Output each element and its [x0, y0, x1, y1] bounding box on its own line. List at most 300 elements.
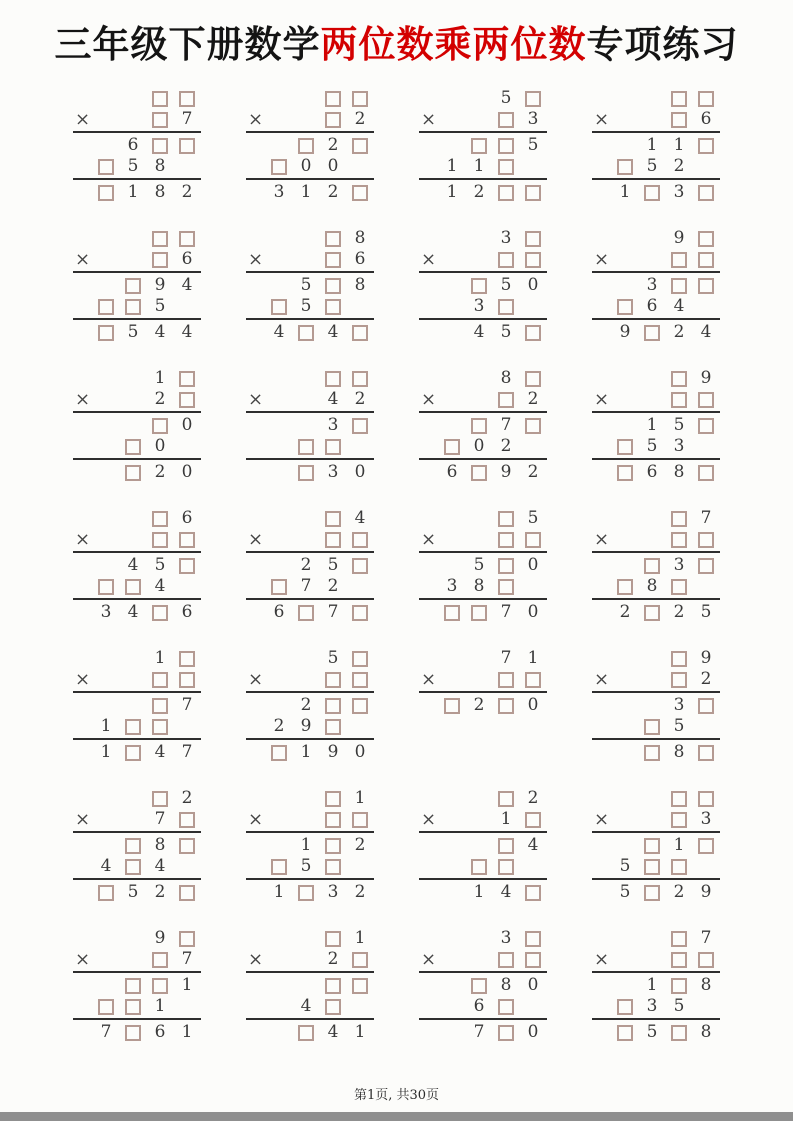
blank-box [520, 228, 547, 249]
digit: 3 [646, 275, 658, 295]
blank-box [612, 462, 639, 483]
multiplication-problem [73, 928, 201, 1068]
problem-line [246, 602, 374, 623]
digit: 1 [154, 368, 166, 388]
blank-box [439, 436, 466, 457]
digit: 1 [527, 648, 539, 668]
blank-box [320, 996, 347, 1017]
empty-cell [612, 788, 639, 809]
empty-cell [246, 716, 266, 737]
empty-cell [639, 508, 666, 529]
empty-cell [520, 436, 547, 457]
empty-cell [73, 508, 93, 529]
multiplication-problem [419, 648, 547, 788]
problem-line [592, 156, 720, 177]
multiplication-sign-icon: × [420, 109, 437, 130]
problem-line [592, 228, 720, 249]
empty-cell [73, 996, 93, 1017]
problem-line [246, 135, 374, 156]
multiplication-sign-icon: × [247, 109, 264, 130]
empty-cell [246, 156, 266, 177]
digit: 5 [154, 555, 166, 575]
blank-box-outline-icon [498, 138, 514, 154]
problem-line [73, 648, 201, 669]
blank-box [520, 809, 547, 830]
empty-cell [73, 835, 93, 856]
blank-box-outline-icon [125, 299, 141, 315]
problem-line [592, 529, 720, 550]
blank-box [520, 322, 547, 343]
blank-box [174, 228, 201, 249]
digit: 9 [300, 716, 312, 736]
blank-box-outline-icon [671, 579, 687, 595]
empty-cell [120, 669, 147, 690]
digit: 1 [646, 135, 658, 155]
empty-cell [120, 648, 147, 669]
horizontal-rule [419, 271, 547, 273]
problem-line [246, 669, 374, 690]
empty-cell [419, 156, 439, 177]
blank-box-outline-icon [98, 185, 114, 201]
blank-box [320, 928, 347, 949]
horizontal-rule [73, 458, 201, 460]
blank-box [320, 296, 347, 317]
empty-cell [266, 389, 293, 410]
problem-line [419, 949, 547, 970]
empty-cell [419, 436, 439, 457]
empty-cell [439, 648, 466, 669]
empty-cell [466, 788, 493, 809]
digit: 0 [527, 602, 539, 622]
digit: 2 [181, 788, 193, 808]
blank-box-outline-icon [671, 252, 687, 268]
empty-cell [293, 109, 320, 130]
empty-cell [73, 602, 93, 623]
problem-line [73, 275, 201, 296]
multiplication-sign-icon: × [420, 389, 437, 410]
empty-cell [266, 648, 293, 669]
blank-box [347, 88, 374, 109]
problem-line [592, 602, 720, 623]
problem-line [246, 249, 374, 270]
horizontal-rule [592, 271, 720, 273]
problem-line [592, 695, 720, 716]
blank-box [493, 996, 520, 1017]
blank-box-outline-icon [325, 231, 341, 247]
multiplication-problem [246, 508, 374, 648]
empty-cell [466, 109, 493, 130]
empty-cell [246, 996, 266, 1017]
blank-box-outline-icon [617, 299, 633, 315]
digit: 4 [327, 1022, 339, 1042]
digit: 8 [154, 182, 166, 202]
problem-line [73, 576, 201, 597]
empty-cell [120, 415, 147, 436]
empty-cell [592, 88, 612, 109]
empty-cell [612, 415, 639, 436]
empty-cell [246, 508, 266, 529]
problem-line [592, 576, 720, 597]
problem-line [592, 555, 720, 576]
multiplication-problem [592, 228, 720, 368]
horizontal-rule [592, 971, 720, 973]
digit: 6 [154, 1022, 166, 1042]
digit: 1 [646, 975, 658, 995]
blank-box-outline-icon [125, 859, 141, 875]
blank-box [93, 182, 120, 203]
digit: 7 [500, 415, 512, 435]
digit: 4 [327, 389, 339, 409]
problem-line [246, 835, 374, 856]
horizontal-rule [592, 738, 720, 740]
digit: 3 [673, 695, 685, 715]
multiplication-sign-icon: × [420, 249, 437, 270]
blank-box [147, 228, 174, 249]
multiplication-sign-icon: × [74, 669, 91, 690]
empty-cell [439, 415, 466, 436]
blank-box-outline-icon [498, 698, 514, 714]
digit: 5 [527, 135, 539, 155]
blank-box-outline-icon [698, 558, 714, 574]
blank-box-outline-icon [179, 231, 195, 247]
digit: 4 [154, 742, 166, 762]
blank-box [693, 415, 720, 436]
blank-box-outline-icon [152, 231, 168, 247]
blank-box [493, 296, 520, 317]
problem-line [246, 508, 374, 529]
problem-line [246, 368, 374, 389]
digit: 0 [300, 156, 312, 176]
problem-line [592, 296, 720, 317]
empty-cell [120, 928, 147, 949]
digit: 0 [473, 436, 485, 456]
blank-box-outline-icon [498, 185, 514, 201]
horizontal-rule [592, 551, 720, 553]
blank-box [347, 809, 374, 830]
digit: 4 [527, 835, 539, 855]
blank-box [666, 508, 693, 529]
horizontal-rule [246, 551, 374, 553]
problem-line [419, 1022, 547, 1043]
blank-box-outline-icon [525, 91, 541, 107]
digit: 1 [181, 975, 193, 995]
blank-box-outline-icon [444, 698, 460, 714]
problem-line [592, 88, 720, 109]
blank-box [293, 135, 320, 156]
blank-box [693, 695, 720, 716]
digit: 8 [354, 228, 366, 248]
empty-cell [93, 975, 120, 996]
problem-line [246, 648, 374, 669]
blank-box-outline-icon [125, 439, 141, 455]
horizontal-rule [246, 411, 374, 413]
problem-line [419, 436, 547, 457]
digit: 2 [181, 182, 193, 202]
blank-box [320, 508, 347, 529]
problem-line [73, 415, 201, 436]
multiplication-sign-icon: × [74, 389, 91, 410]
multiplication-problem [592, 508, 720, 648]
blank-box-outline-icon [671, 812, 687, 828]
blank-box [147, 716, 174, 737]
problem-line [592, 949, 720, 970]
problem-line [592, 856, 720, 877]
empty-cell [592, 928, 612, 949]
blank-box [493, 135, 520, 156]
blank-box-outline-icon [152, 138, 168, 154]
digit: 3 [273, 182, 285, 202]
empty-cell [93, 949, 120, 970]
horizontal-rule [73, 831, 201, 833]
blank-box [347, 695, 374, 716]
blank-box [466, 462, 493, 483]
blank-box-outline-icon [179, 812, 195, 828]
digit: 9 [327, 742, 339, 762]
multiplication-sign-icon: × [593, 949, 610, 970]
empty-cell [266, 975, 293, 996]
digit: 8 [646, 576, 658, 596]
empty-cell [639, 228, 666, 249]
empty-cell [266, 695, 293, 716]
digit: 2 [527, 462, 539, 482]
empty-cell [246, 135, 266, 156]
blank-box-outline-icon [644, 719, 660, 735]
blank-box-outline-icon [325, 299, 341, 315]
blank-box-outline-icon [498, 252, 514, 268]
digit: 1 [181, 1022, 193, 1042]
empty-cell [93, 835, 120, 856]
problem-line [246, 809, 374, 830]
empty-cell [466, 928, 493, 949]
horizontal-rule [246, 271, 374, 273]
blank-box-outline-icon [179, 885, 195, 901]
empty-cell [439, 88, 466, 109]
empty-cell [266, 462, 293, 483]
blank-box-outline-icon [471, 418, 487, 434]
multiplication-sign-icon: × [247, 949, 264, 970]
blank-box-outline-icon [617, 999, 633, 1015]
blank-box [147, 669, 174, 690]
problem-line [73, 322, 201, 343]
empty-cell [120, 109, 147, 130]
empty-cell [466, 949, 493, 970]
empty-cell [93, 555, 120, 576]
digit: 2 [300, 555, 312, 575]
digit: 7 [300, 576, 312, 596]
horizontal-rule [419, 878, 547, 880]
blank-box [93, 576, 120, 597]
blank-box-outline-icon [298, 439, 314, 455]
empty-cell [639, 648, 666, 669]
empty-cell [246, 695, 266, 716]
empty-cell [639, 529, 666, 550]
blank-box [320, 109, 347, 130]
empty-cell [419, 996, 439, 1017]
blank-box [347, 648, 374, 669]
empty-cell [246, 602, 266, 623]
problem-line [419, 996, 547, 1017]
empty-cell [293, 368, 320, 389]
empty-cell [246, 742, 266, 763]
blank-box [439, 695, 466, 716]
empty-cell [612, 949, 639, 970]
multiplication-problem [73, 648, 201, 788]
blank-box [293, 462, 320, 483]
blank-box-outline-icon [671, 371, 687, 387]
problem-line [73, 529, 201, 550]
blank-box-outline-icon [325, 278, 341, 294]
empty-cell [466, 389, 493, 410]
digit: 0 [354, 742, 366, 762]
horizontal-rule [592, 458, 720, 460]
empty-cell [419, 695, 439, 716]
empty-cell [93, 648, 120, 669]
empty-cell [612, 508, 639, 529]
empty-cell [520, 156, 547, 177]
empty-cell [592, 1022, 612, 1043]
blank-box [666, 275, 693, 296]
problem-line [73, 835, 201, 856]
blank-box [320, 249, 347, 270]
empty-cell [693, 296, 720, 317]
digit: 5 [619, 856, 631, 876]
empty-cell [439, 135, 466, 156]
empty-cell [639, 669, 666, 690]
multiplication-sign-icon: × [247, 809, 264, 830]
digit: 6 [181, 602, 193, 622]
digit: 1 [300, 835, 312, 855]
blank-box [347, 415, 374, 436]
empty-cell [592, 742, 612, 763]
digit: 9 [154, 928, 166, 948]
horizontal-rule [419, 318, 547, 320]
blank-box-outline-icon [498, 532, 514, 548]
blank-box [666, 389, 693, 410]
digit: 5 [127, 322, 139, 342]
blank-box [320, 788, 347, 809]
digit: 3 [673, 182, 685, 202]
blank-box-outline-icon [298, 325, 314, 341]
blank-box [693, 949, 720, 970]
problem-line [73, 695, 201, 716]
digit: 1 [154, 648, 166, 668]
empty-cell [266, 835, 293, 856]
blank-box-outline-icon [352, 418, 368, 434]
blank-box-outline-icon [325, 698, 341, 714]
blank-box-outline-icon [671, 278, 687, 294]
digit: 2 [154, 389, 166, 409]
blank-box-outline-icon [525, 672, 541, 688]
blank-box [174, 88, 201, 109]
empty-cell [419, 508, 439, 529]
blank-box-outline-icon [98, 579, 114, 595]
horizontal-rule [73, 411, 201, 413]
blank-box-outline-icon [498, 999, 514, 1015]
empty-cell [612, 249, 639, 270]
blank-box [666, 109, 693, 130]
empty-cell [120, 389, 147, 410]
digit: 7 [500, 602, 512, 622]
digit: 2 [154, 462, 166, 482]
empty-cell [293, 249, 320, 270]
blank-box [666, 788, 693, 809]
empty-cell [93, 695, 120, 716]
problem-line [73, 389, 201, 410]
digit: 7 [700, 508, 712, 528]
horizontal-rule [419, 1018, 547, 1020]
empty-cell [73, 156, 93, 177]
problem-line [246, 228, 374, 249]
empty-cell [612, 716, 639, 737]
digit: 2 [327, 135, 339, 155]
empty-cell [612, 742, 639, 763]
empty-cell [592, 856, 612, 877]
blank-box-outline-icon [498, 791, 514, 807]
blank-box [266, 856, 293, 877]
empty-cell [439, 996, 466, 1017]
empty-cell [293, 949, 320, 970]
blank-box-outline-icon [325, 532, 341, 548]
problem-line [419, 135, 547, 156]
multiplication-problem [246, 928, 374, 1068]
empty-cell [73, 716, 93, 737]
blank-box-outline-icon [698, 418, 714, 434]
empty-cell [174, 156, 201, 177]
blank-box [293, 1022, 320, 1043]
empty-cell [266, 949, 293, 970]
digit: 7 [327, 602, 339, 622]
horizontal-rule [592, 178, 720, 180]
empty-cell [466, 809, 493, 830]
problem-line [419, 322, 547, 343]
blank-box-outline-icon [671, 91, 687, 107]
empty-cell [612, 275, 639, 296]
empty-cell [592, 275, 612, 296]
blank-box-outline-icon [698, 465, 714, 481]
digit: 2 [673, 882, 685, 902]
multiplication-sign-icon: × [420, 949, 437, 970]
blank-box [493, 109, 520, 130]
blank-box-outline-icon [325, 999, 341, 1015]
blank-box [520, 249, 547, 270]
empty-cell [419, 462, 439, 483]
problem-line [419, 508, 547, 529]
problem-line [73, 856, 201, 877]
digit: 0 [527, 1022, 539, 1042]
multiplication-sign-icon: × [74, 809, 91, 830]
problem-line [592, 389, 720, 410]
empty-cell [120, 809, 147, 830]
problem-line [73, 296, 201, 317]
problem-line [592, 322, 720, 343]
blank-box [639, 856, 666, 877]
problem-line [246, 88, 374, 109]
blank-box-outline-icon [152, 532, 168, 548]
blank-box-outline-icon [698, 91, 714, 107]
empty-cell [246, 182, 266, 203]
empty-cell [246, 275, 266, 296]
blank-box-outline-icon [525, 931, 541, 947]
horizontal-rule [419, 131, 547, 133]
blank-box [174, 669, 201, 690]
empty-cell [293, 508, 320, 529]
digit: 5 [700, 602, 712, 622]
blank-box-outline-icon [644, 838, 660, 854]
blank-box [320, 716, 347, 737]
blank-box-outline-icon [179, 371, 195, 387]
blank-box-outline-icon [352, 91, 368, 107]
empty-cell [174, 436, 201, 457]
